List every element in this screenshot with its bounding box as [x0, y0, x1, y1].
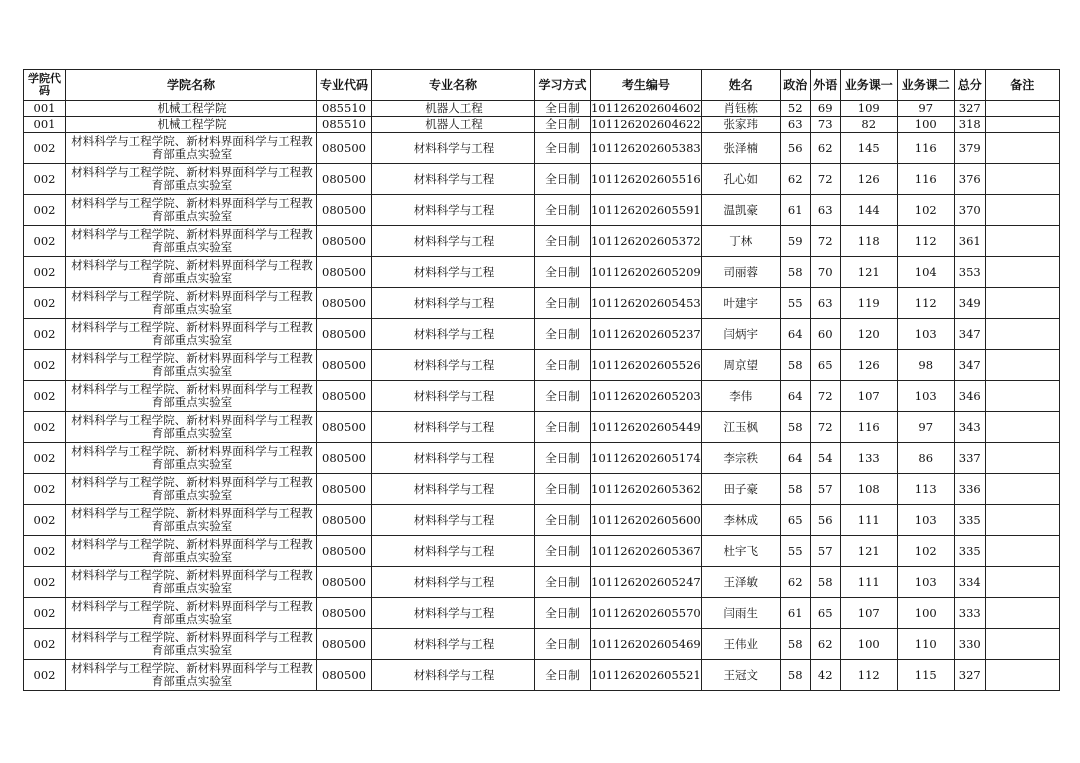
- cell-name: 王冠文: [701, 660, 780, 691]
- cell-college-code: 002: [24, 443, 66, 474]
- cell-college-name: 材料科学与工程学院、新材料界面科学与工程教育部重点实验室: [66, 257, 317, 288]
- cell-remarks: [985, 133, 1059, 164]
- cell-subject1: 118: [840, 226, 897, 257]
- cell-study-mode: 全日制: [535, 660, 591, 691]
- cell-subject2: 116: [897, 133, 954, 164]
- cell-foreign-lang: 63: [810, 195, 840, 226]
- cell-remarks: [985, 629, 1059, 660]
- cell-college-name: 材料科学与工程学院、新材料界面科学与工程教育部重点实验室: [66, 474, 317, 505]
- cell-subject1: 121: [840, 257, 897, 288]
- col-header-major-code: 专业代码: [317, 70, 372, 101]
- cell-politics: 61: [780, 598, 810, 629]
- cell-name: 李宗秩: [701, 443, 780, 474]
- cell-remarks: [985, 101, 1059, 117]
- cell-exam-no: 101126202605174: [591, 443, 702, 474]
- table-row: [24, 226, 1060, 257]
- table-row: [24, 505, 1060, 536]
- cell-total: 346: [954, 381, 985, 412]
- cell-exam-no: 101126202604622: [591, 117, 701, 131]
- cell-foreign-lang: 58: [810, 567, 840, 598]
- cell-major-name: 材料科学与工程: [372, 195, 535, 226]
- cell-politics: 64: [780, 381, 810, 412]
- cell-politics: 58: [780, 660, 810, 691]
- cell-total: 343: [954, 412, 985, 443]
- cell-subject2: 113: [897, 474, 954, 505]
- cell-college-name: 材料科学与工程学院、新材料界面科学与工程教育部重点实验室: [66, 598, 317, 629]
- cell-major-code: 080500: [317, 412, 372, 443]
- cell-name: 叶建宇: [701, 288, 780, 319]
- col-header-foreign-lang: 外语: [810, 70, 840, 101]
- cell-politics: 58: [780, 474, 810, 505]
- cell-major-code: 080500: [317, 257, 372, 288]
- cell-subject1: 111: [840, 505, 897, 536]
- cell-study-mode: 全日制: [535, 536, 591, 567]
- col-header-study-mode: 学习方式: [535, 70, 591, 101]
- cell-foreign-lang: 72: [810, 412, 840, 443]
- cell-remarks: [985, 117, 1059, 133]
- admission-score-table: [23, 69, 1060, 691]
- table-row: [24, 164, 1060, 195]
- cell-subject2: 103: [897, 319, 954, 350]
- cell-study-mode: 全日制: [535, 195, 591, 226]
- cell-exam-no: 101126202605516: [591, 164, 702, 195]
- cell-politics: 65: [780, 505, 810, 536]
- cell-remarks: [985, 536, 1059, 567]
- cell-college-name: 材料科学与工程学院、新材料界面科学与工程教育部重点实验室: [66, 505, 317, 536]
- cell-name: 王伟业: [701, 629, 780, 660]
- cell-subject1: 126: [840, 350, 897, 381]
- cell-subject1: 82: [840, 117, 897, 133]
- cell-foreign-lang: 69: [810, 101, 840, 117]
- cell-total: 349: [954, 288, 985, 319]
- cell-subject2: 86: [897, 443, 954, 474]
- table-row: [24, 350, 1060, 381]
- cell-foreign-lang: 65: [810, 598, 840, 629]
- cell-college-name: 材料科学与工程学院、新材料界面科学与工程教育部重点实验室: [66, 660, 317, 691]
- cell-name: 肖钰栋: [701, 101, 780, 117]
- cell-exam-no: 101126202605469: [591, 629, 702, 660]
- table-row: [24, 598, 1060, 629]
- cell-study-mode: 全日制: [535, 101, 591, 117]
- cell-total: 353: [954, 257, 985, 288]
- cell-study-mode: 全日制: [535, 288, 591, 319]
- cell-college-code: 002: [24, 226, 66, 257]
- cell-politics: 59: [780, 226, 810, 257]
- cell-college-name: 材料科学与工程学院、新材料界面科学与工程教育部重点实验室: [66, 164, 317, 195]
- table-row: [24, 117, 1060, 133]
- cell-major-name: 材料科学与工程: [372, 660, 535, 691]
- cell-remarks: [985, 443, 1059, 474]
- cell-subject2: 98: [897, 350, 954, 381]
- cell-major-code: 080500: [317, 629, 372, 660]
- cell-study-mode: 全日制: [535, 629, 591, 660]
- cell-exam-no: 101126202605449: [591, 412, 702, 443]
- col-header-college-code: 学院代码: [24, 70, 66, 101]
- cell-subject2: 116: [897, 164, 954, 195]
- cell-college-name: 材料科学与工程学院、新材料界面科学与工程教育部重点实验室: [66, 443, 317, 474]
- cell-subject1: 100: [840, 629, 897, 660]
- cell-remarks: [985, 226, 1059, 257]
- cell-subject2: 112: [897, 288, 954, 319]
- cell-subject1: 112: [840, 660, 897, 691]
- cell-name: 周京望: [701, 350, 780, 381]
- cell-subject2: 103: [897, 381, 954, 412]
- col-header-name: 姓名: [701, 70, 780, 101]
- cell-major-code: 080500: [317, 319, 372, 350]
- cell-foreign-lang: 72: [810, 226, 840, 257]
- cell-subject1: 145: [840, 133, 897, 164]
- cell-foreign-lang: 42: [810, 660, 840, 691]
- table-row: [24, 660, 1060, 691]
- cell-study-mode: 全日制: [535, 598, 591, 629]
- cell-subject1: 133: [840, 443, 897, 474]
- cell-major-name: 材料科学与工程: [372, 629, 535, 660]
- cell-foreign-lang: 65: [810, 350, 840, 381]
- cell-college-code: 002: [24, 660, 66, 691]
- cell-college-name: 机械工程学院: [66, 117, 317, 133]
- cell-subject1: 107: [840, 381, 897, 412]
- cell-total: 334: [954, 567, 985, 598]
- cell-major-name: 材料科学与工程: [372, 226, 535, 257]
- cell-exam-no: 101126202605383: [591, 133, 702, 164]
- cell-subject2: 103: [897, 505, 954, 536]
- cell-total: 335: [954, 536, 985, 567]
- cell-remarks: [985, 598, 1059, 629]
- cell-college-name: 机械工程学院: [66, 101, 317, 117]
- cell-college-code: 002: [24, 629, 66, 660]
- cell-name: 司丽蓉: [701, 257, 780, 288]
- cell-college-name: 材料科学与工程学院、新材料界面科学与工程教育部重点实验室: [66, 536, 317, 567]
- cell-remarks: [985, 350, 1059, 381]
- cell-major-code: 080500: [317, 598, 372, 629]
- cell-college-name: 材料科学与工程学院、新材料界面科学与工程教育部重点实验室: [66, 133, 317, 164]
- col-header-remarks: 备注: [985, 70, 1059, 101]
- cell-remarks: [985, 505, 1059, 536]
- cell-subject2: 100: [897, 117, 954, 133]
- cell-major-name: 材料科学与工程: [372, 505, 535, 536]
- cell-total: 376: [954, 164, 985, 195]
- cell-remarks: [985, 319, 1059, 350]
- cell-remarks: [985, 195, 1059, 226]
- cell-subject2: 104: [897, 257, 954, 288]
- cell-major-code: 080500: [317, 350, 372, 381]
- cell-major-code: 080500: [317, 133, 372, 164]
- cell-study-mode: 全日制: [535, 133, 591, 164]
- cell-college-code: 002: [24, 257, 66, 288]
- cell-foreign-lang: 63: [810, 288, 840, 319]
- cell-major-code: 080500: [317, 474, 372, 505]
- cell-foreign-lang: 57: [810, 474, 840, 505]
- table-row: [24, 195, 1060, 226]
- cell-politics: 62: [780, 567, 810, 598]
- cell-major-code: 080500: [317, 164, 372, 195]
- cell-major-code: 080500: [317, 288, 372, 319]
- cell-remarks: [985, 660, 1059, 691]
- cell-exam-no: 101126202604602: [591, 101, 701, 115]
- cell-subject2: 115: [897, 660, 954, 691]
- table-row: [24, 474, 1060, 505]
- cell-politics: 58: [780, 629, 810, 660]
- col-header-subject2: 业务课二: [897, 70, 954, 101]
- cell-remarks: [985, 164, 1059, 195]
- cell-major-name: 材料科学与工程: [372, 381, 535, 412]
- cell-remarks: [985, 567, 1059, 598]
- cell-college-name: 材料科学与工程学院、新材料界面科学与工程教育部重点实验室: [66, 350, 317, 381]
- cell-study-mode: 全日制: [535, 350, 591, 381]
- cell-foreign-lang: 56: [810, 505, 840, 536]
- cell-exam-no: 101126202605237: [591, 319, 702, 350]
- cell-subject2: 97: [897, 412, 954, 443]
- cell-total: 335: [954, 505, 985, 536]
- cell-total: 333: [954, 598, 985, 629]
- cell-major-name: 材料科学与工程: [372, 474, 535, 505]
- cell-remarks: [985, 412, 1059, 443]
- cell-foreign-lang: 72: [810, 164, 840, 195]
- cell-name: 王泽敏: [701, 567, 780, 598]
- table-row: [24, 319, 1060, 350]
- cell-total: 347: [954, 350, 985, 381]
- cell-total: 347: [954, 319, 985, 350]
- cell-college-name: 材料科学与工程学院、新材料界面科学与工程教育部重点实验室: [66, 381, 317, 412]
- col-header-total: 总分: [954, 70, 985, 101]
- cell-politics: 58: [780, 350, 810, 381]
- cell-college-code: 002: [24, 195, 66, 226]
- cell-study-mode: 全日制: [535, 412, 591, 443]
- cell-college-name: 材料科学与工程学院、新材料界面科学与工程教育部重点实验室: [66, 629, 317, 660]
- cell-college-code: 002: [24, 598, 66, 629]
- cell-total: 318: [954, 117, 985, 133]
- cell-study-mode: 全日制: [535, 505, 591, 536]
- cell-subject2: 102: [897, 195, 954, 226]
- cell-subject1: 116: [840, 412, 897, 443]
- cell-exam-no: 101126202605600: [591, 505, 702, 536]
- cell-total: 330: [954, 629, 985, 660]
- cell-study-mode: 全日制: [535, 117, 591, 133]
- cell-name: 闫炳宇: [701, 319, 780, 350]
- cell-politics: 62: [780, 164, 810, 195]
- cell-subject1: 120: [840, 319, 897, 350]
- cell-major-code: 080500: [317, 226, 372, 257]
- cell-subject1: 108: [840, 474, 897, 505]
- cell-foreign-lang: 72: [810, 381, 840, 412]
- cell-exam-no: 101126202605521: [591, 660, 702, 691]
- cell-subject1: 126: [840, 164, 897, 195]
- cell-exam-no: 101126202605372: [591, 226, 702, 257]
- cell-study-mode: 全日制: [535, 443, 591, 474]
- cell-total: 361: [954, 226, 985, 257]
- cell-college-name: 材料科学与工程学院、新材料界面科学与工程教育部重点实验室: [66, 319, 317, 350]
- cell-subject1: 119: [840, 288, 897, 319]
- cell-subject2: 112: [897, 226, 954, 257]
- cell-subject2: 102: [897, 536, 954, 567]
- cell-major-name: 材料科学与工程: [372, 133, 535, 164]
- cell-college-name: 材料科学与工程学院、新材料界面科学与工程教育部重点实验室: [66, 195, 317, 226]
- cell-college-code: 002: [24, 288, 66, 319]
- cell-major-name: 材料科学与工程: [372, 350, 535, 381]
- table-row: [24, 629, 1060, 660]
- table-row: [24, 567, 1060, 598]
- cell-major-code: 080500: [317, 536, 372, 567]
- cell-major-name: 材料科学与工程: [372, 567, 535, 598]
- cell-study-mode: 全日制: [535, 567, 591, 598]
- cell-foreign-lang: 62: [810, 629, 840, 660]
- cell-exam-no: 101126202605526: [591, 350, 702, 381]
- cell-subject1: 121: [840, 536, 897, 567]
- table-row: [24, 133, 1060, 164]
- cell-college-code: 002: [24, 505, 66, 536]
- cell-subject1: 109: [840, 101, 897, 117]
- cell-politics: 52: [780, 101, 810, 117]
- cell-politics: 63: [780, 117, 810, 133]
- cell-college-code: 002: [24, 567, 66, 598]
- cell-politics: 61: [780, 195, 810, 226]
- cell-college-code: 002: [24, 164, 66, 195]
- cell-study-mode: 全日制: [535, 226, 591, 257]
- cell-exam-no: 101126202605570: [591, 598, 702, 629]
- cell-major-code: 080500: [317, 567, 372, 598]
- col-header-exam-no: 考生编号: [591, 70, 702, 101]
- cell-total: 337: [954, 443, 985, 474]
- cell-politics: 58: [780, 257, 810, 288]
- cell-name: 丁林: [701, 226, 780, 257]
- cell-major-name: 材料科学与工程: [372, 443, 535, 474]
- cell-foreign-lang: 60: [810, 319, 840, 350]
- table-row: [24, 443, 1060, 474]
- cell-remarks: [985, 474, 1059, 505]
- cell-total: 370: [954, 195, 985, 226]
- cell-major-name: 材料科学与工程: [372, 257, 535, 288]
- cell-politics: 55: [780, 288, 810, 319]
- cell-subject2: 97: [897, 101, 954, 117]
- cell-subject1: 144: [840, 195, 897, 226]
- table-row: [24, 536, 1060, 567]
- cell-name: 田子豪: [701, 474, 780, 505]
- cell-name: 杜宇飞: [701, 536, 780, 567]
- cell-major-name: 机器人工程: [372, 101, 535, 117]
- table-row: [24, 288, 1060, 319]
- cell-college-code: 002: [24, 474, 66, 505]
- cell-major-name: 材料科学与工程: [372, 536, 535, 567]
- cell-exam-no: 101126202605209: [591, 257, 702, 288]
- cell-major-name: 材料科学与工程: [372, 288, 535, 319]
- header-row: [24, 70, 1060, 101]
- cell-study-mode: 全日制: [535, 319, 591, 350]
- col-header-politics: 政治: [780, 70, 810, 101]
- cell-remarks: [985, 257, 1059, 288]
- cell-college-code: 001: [24, 117, 66, 133]
- cell-remarks: [985, 288, 1059, 319]
- cell-foreign-lang: 62: [810, 133, 840, 164]
- cell-exam-no: 101126202605367: [591, 536, 702, 567]
- cell-foreign-lang: 54: [810, 443, 840, 474]
- cell-foreign-lang: 70: [810, 257, 840, 288]
- cell-subject1: 107: [840, 598, 897, 629]
- table-row: [24, 257, 1060, 288]
- cell-total: 336: [954, 474, 985, 505]
- cell-name: 李伟: [701, 381, 780, 412]
- cell-name: 张泽楠: [701, 133, 780, 164]
- cell-name: 江玉枫: [701, 412, 780, 443]
- cell-study-mode: 全日制: [535, 164, 591, 195]
- cell-subject2: 100: [897, 598, 954, 629]
- cell-remarks: [985, 381, 1059, 412]
- cell-college-name: 材料科学与工程学院、新材料界面科学与工程教育部重点实验室: [66, 567, 317, 598]
- table-row: [24, 381, 1060, 412]
- cell-college-code: 001: [24, 101, 66, 117]
- cell-major-code: 080500: [317, 195, 372, 226]
- cell-college-name: 材料科学与工程学院、新材料界面科学与工程教育部重点实验室: [66, 226, 317, 257]
- cell-study-mode: 全日制: [535, 257, 591, 288]
- cell-subject1: 111: [840, 567, 897, 598]
- cell-major-name: 材料科学与工程: [372, 412, 535, 443]
- cell-politics: 64: [780, 319, 810, 350]
- cell-college-name: 材料科学与工程学院、新材料界面科学与工程教育部重点实验室: [66, 288, 317, 319]
- col-header-subject1: 业务课一: [840, 70, 897, 101]
- cell-exam-no: 101126202605591: [591, 195, 702, 226]
- cell-study-mode: 全日制: [535, 381, 591, 412]
- cell-college-code: 002: [24, 133, 66, 164]
- cell-college-code: 002: [24, 350, 66, 381]
- cell-major-name: 材料科学与工程: [372, 319, 535, 350]
- cell-major-code: 080500: [317, 660, 372, 691]
- cell-major-code: 085510: [317, 117, 372, 133]
- cell-foreign-lang: 73: [810, 117, 840, 133]
- cell-name: 孔心如: [701, 164, 780, 195]
- cell-total: 327: [954, 101, 985, 117]
- cell-major-name: 材料科学与工程: [372, 164, 535, 195]
- cell-college-code: 002: [24, 536, 66, 567]
- cell-exam-no: 101126202605362: [591, 474, 702, 505]
- cell-major-code: 080500: [317, 443, 372, 474]
- cell-name: 温凯豪: [701, 195, 780, 226]
- cell-politics: 56: [780, 133, 810, 164]
- cell-major-name: 机器人工程: [372, 117, 535, 133]
- cell-foreign-lang: 57: [810, 536, 840, 567]
- cell-subject2: 103: [897, 567, 954, 598]
- cell-major-code: 080500: [317, 381, 372, 412]
- cell-college-code: 002: [24, 381, 66, 412]
- cell-study-mode: 全日制: [535, 474, 591, 505]
- cell-college-code: 002: [24, 319, 66, 350]
- cell-subject2: 110: [897, 629, 954, 660]
- cell-name: 闫雨生: [701, 598, 780, 629]
- cell-name: 李林成: [701, 505, 780, 536]
- cell-total: 327: [954, 660, 985, 691]
- table-row: [24, 412, 1060, 443]
- cell-exam-no: 101126202605247: [591, 567, 702, 598]
- cell-college-name: 材料科学与工程学院、新材料界面科学与工程教育部重点实验室: [66, 412, 317, 443]
- cell-politics: 55: [780, 536, 810, 567]
- cell-exam-no: 101126202605453: [591, 288, 702, 319]
- table-row: [24, 101, 1060, 117]
- cell-politics: 64: [780, 443, 810, 474]
- cell-major-code: 080500: [317, 505, 372, 536]
- cell-major-code: 085510: [317, 101, 372, 117]
- cell-name: 张家玮: [701, 117, 780, 133]
- col-header-major-name: 专业名称: [372, 70, 535, 101]
- cell-politics: 58: [780, 412, 810, 443]
- cell-college-code: 002: [24, 412, 66, 443]
- col-header-college-name: 学院名称: [66, 70, 317, 101]
- cell-total: 379: [954, 133, 985, 164]
- cell-major-name: 材料科学与工程: [372, 598, 535, 629]
- cell-exam-no: 101126202605203: [591, 381, 702, 412]
